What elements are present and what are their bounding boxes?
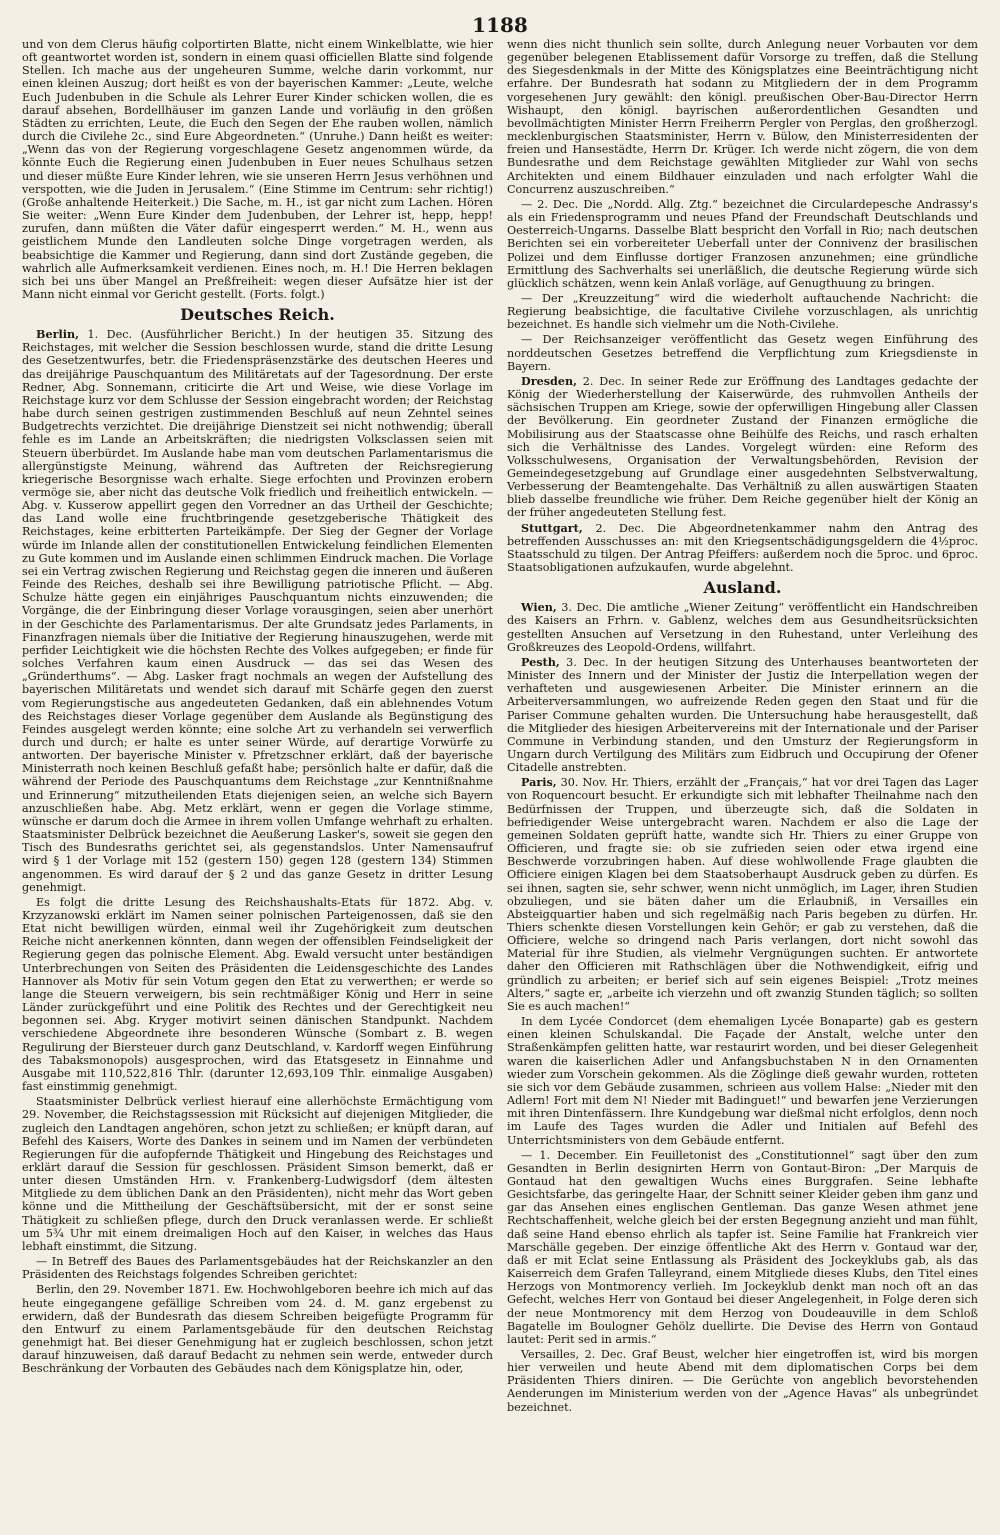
article-berlin-text: 1. Dec. (Ausführlicher Bericht.) In der heutigen 35. Sitzung des Reichstages, mit welcher die Session beschlossen wurde, stand die dritte Lesung des Gesetzentwurfes, betr. die Friedenspräsenzstärke des deutschen Heeres und das dreijährige Pauschquantum des Militäretats auf der Tagesordnung. Der erste Redner, Abg. Sonnemann, criticirte die Art und Weise, wie diese Vorlage im Reichstage kurz vor dem Schlusse der Session eingebracht worden; der Reichstag habe durch seinen gestrigen zustimmenden Beschluß auf neun Zehntel seines Budgetrechts verzichtet. Die dreijährige Dienstzeit sei nicht nothwendig; überall fehle es im Lande an Arbeitskräften; die niedrigsten Volksclassen seien mit Steuern überbürdet. Im Auslande habe man vom deutschen Parlamentarismus die allergünstigste Meinung, während das Auftreten der Reichsregierung kriegerische Besorgnisse wach erhalte. Siege erfochten und Provinzen erobern vermöge sie, aber nicht das deutsche Volk friedlich und freiheitlich entwickeln. — Abg. v. Kusserow appellirt gegen den Vorredner an das Urtheil der Geschichte; das Land wolle eine fruchtbringende gesetzgeberische Thätigkeit des Reichstages, keine erbitterten Parteikämpfe. Der Sieg der Gegner der Vorlage würde im Inlande allen der constitutionellen Entwickelung feindlichen Elementen zu Gute kommen und im Auslande einen schlimmen Eindruck machen. Die Vorlage sei ein Vertrag zwischen Regierung und Reichstag gegen die inneren und äußeren Feinde des Reiches, deshalb sei ihre Bewilligung patriotische Pflicht. — Abg. Schulze hätte gegen ein einjähriges Pauschquantum nichts einzuwenden; die Vorgänge, die der Einbringung dieser Vorlage vorausgingen, seien aber unerhört in der Geschichte des Parlamentarismus. Der alte Grundsatz jedes Parlaments, in Finanzfragen niemals über die Initiative der Regierung hinauszugehen, werde mit perfider Leichtigkeit wie die höchsten Rechte des Volkes aufgegeben; er finde für solches Verfahren kaum einen Ausdruck — das sei das Wesen des „Gründerthums“. — Abg. Lasker fragt nochmals an wegen der Aufstellung des bayerischen Militäretats und wendet sich darauf mit Schärfe gegen den zuerst vom Regierungstische aus angedeuteten Gedanken, daß ein ablehnendes Votum des Reichstages dieser Vorlage gegenüber dem Auslande als Begünstigung des Feindes ausgelegt werden könnte; eine solche Art zu verhandeln sei verwerflich durch und durch; er halte es unter seiner Würde, auf derartige Vorwürfe zu antworten. Der bayerische Minister v. Pfretzschner erklärt, daß der bayerische Ministerrath noch keinen Beschluß gefaßt habe; persönlich halte er dafür, daß die während der Periode des Pauschquantums dem Reichstage „zur Kenntnißnahme und Erinnerung“ mitzutheilenden Etats diejenigen seien, an welche sich Bayern anzuschließen habe. Abg. Metz erklärt, wenn er gegen die Vorlage stimme, wünsche er darum doch die Armee in ihrem vollen Umfange wehrhaft zu erhalten. Staatsminister Delbrück bezeichnet die Aeußerung Lasker's, soweit sie gegen den Tisch des Bundesraths gerichtet sei, als gegenstandslos. Unter Namensaufruf wird § 1 der Vorlage mit 152 (gestern 150) gegen 128 (gestern 134) Stimmen angenommen. Es wird darauf der § 2 und das ganze Gesetz in dritter Lesung genehmigt.: [22, 328, 493, 894]
dateline-berlin: Berlin,: [36, 327, 79, 342]
article-parlamentsgebaeude: — In Betreff des Baues des Parlamentsgebäudes hat der Reichskanzler an den Präsidenten des Reichstags folgendes Schreiben gerichtet:: [22, 1255, 493, 1282]
article-kreuzzeitung: — Der „Kreuzzeitung“ wird die wiederholt auftauchende Nachricht: die Regierung beabsichtige, die facultative Civilehe vorzuschlagen, als unrichtig bezeichnet. Es handle sich vielmehr um die Noth-Civilehe.: [507, 291, 978, 332]
right-column: [507, 38, 978, 1524]
article-wien-text: 3. Dec. Die amtliche „Wiener Zeitung“ veröffentlicht ein Handschreiben des Kaisers an Frhrn. v. Gablenz, welches dem aus Gesundheitsrücksichten gestellten Ansuchen auf Versetzung in den Ruhestand, unter Verleihung des Großkreuzes des Leopold-Ordens, willfahrt.: [507, 601, 978, 654]
article-continuation: und von dem Clerus häufig colportirten Blatte, nicht einem Winkelblatte, wie hier oft geantwortet worden ist, sondern in einem quasi officiellen Blatte sind folgende Stellen. Ich mache aus der ungeheuren Summe, welche darin vorkommt, nur einen kleinen Auszug; dort heißt es von der bayerischen Kammer: „Leute, welche Euch Judenbuben in die Schule als Lehrer Eurer Kinder schicken wollen, die es darauf absehen, Bordellhäuser im ganzen Lande und vorläufig in den größen Städten zu errichten, Leute, die Euch den Segen der Ehe rauben wollen, nämlich durch die Civilehe 2c., sind Eure Abgeordneten.“ (Unruhe.) Dann heißt es weiter: „Wenn das von der Regierung vorgeschlagene Gesetz angenommen würde, da könnte Euch die Regierung einen Judenbuben in Euer neues Schulhaus setzen und dieser müßte Eure Kinder lehren, wie sie unseren Herrn Jesus verhöhnen und verspotten, wie die Juden in Jerusalem.“ (Eine Stimme im Centrum: sehr richtig!) (Große anhaltende Heiterkeit.) Die Sache, m. H., ist gar nicht zum Lachen. Hören Sie weiter: „Wenn Eure Kinder dem Judenbuben, der Lehrer ist, hepp, hepp! zurufen, dann müßten die Väter dafür eingesperrt werden.“ M. H., wenn aus geistlichem Munde den Landleuten solche Dinge vorgetragen werden, als beabsichtige die Kammer und Regierung, dann sind dort Zustände gegeben, die wahrlich alle Aufmerksamkeit verdienen. Eines noch, m. H.! Die Herren beklagen sich bei uns über Mangel an Preßfreiheit: wegen dieser Aufsätze hier ist der Mann nicht einmal vor Gericht gestellt. (Forts. folgt.): [22, 38, 493, 301]
article-session-closing: Staatsminister Delbrück verliest hierauf eine allerhöchste Ermächtigung vom 29. November, die Reichstagssession mit Rücksicht auf diejenigen Mitglieder, die zugleich den Landtagen angehören, schon jetzt zu schließen; er knüpft daran, auf Befehl des Kaisers, Worte des Dankes in seinem und im Namen der verbündeten Regierungen für die aufopfernde Thätigkeit und Hingebung des Reichstages und erklärt darauf die Session für geschlossen. Präsident Simson bemerkt, daß er unter diesen Umständen Hrn. v. Frankenberg-Ludwigsdorf (dem ältesten Mitgliede zu dem üblichen Dank an den Präsidenten), nicht mehr das Wort geben könne und die Mittheilung der Geschäftsübersicht, mit der er sonst seine Thätigkeit zu schließen pflege, durch den Druck veranlassen werde. Er schließt um 5¾ Uhr mit einem dreimaligen Hoch auf den Kaiser, in welches das Haus lebhaft einstimmt, die Sitzung.: [22, 1095, 493, 1253]
article-reichshaushalt: Es folgt die dritte Lesung des Reichshaushalts-Etats für 1872. Abg. v. Krzyzanowski erklärt im Namen seiner polnischen Parteigenossen, daß sie den Etat nicht bewilligen würden, einmal weil ihr Zugehörigkeit zum deutschen Reiche nicht anerkennen könnten, dann wegen der offensiblen Feindseligkeit der Regierung gegen das polnische Element. Abg. Ewald versucht unter beständigen Unterbrechungen von Seiten des Präsidenten die Leidensgeschichte des Landes Hannover als Motiv für sein Votum gegen den Etat zu verwerthen; er werde so lange die Steuern verweigern, bis sein rechtmäßiger König und Herr in seine Länder zurückgeführt und eine Politik des Rechtes und der Gerechtigkeit neu begonnen sei. Abg. Kryger motivirt seinen dänischen Standpunkt. Nachdem verschiedene Abgeordnete ihre besonderen Wünsche (Sombart z. B. wegen Regulirung der Biersteuer durch ganz Deutschland, v. Kardorff wegen Einführung des Tabaksmonopols) ausgesprochen, wird das Etatsgesetz in Einnahme und Ausgabe mit 110,522,816 Thlr. (darunter 12,693,109 Thlr. einmalige Ausgaben) fast einstimmig genehmigt.: [22, 895, 493, 1094]
article-reichsanzeiger: — Der Reichsanzeiger veröffentlicht das Gesetz wegen Einführung des norddeutschen Gesetzes betreffend die Verpflichtung zum Kriegsdienste in Bayern.: [507, 333, 978, 373]
article-versailles: Versailles, 2. Dec. Graf Beust, welcher hier eingetroffen ist, wird bis morgen hier verweilen und heute Abend mit dem diplomatischen Corps bei dem Präsidenten Thiers diniren. — Die Gerüchte von angeblich bevorstehenden Aenderungen im Ministerium werden von der „Agence Havas“ als unbegründet bezeichnet.: [507, 1348, 978, 1414]
article-letter-continuation: wenn dies nicht thunlich sein sollte, durch Anlegung neuer Vorbauten vor dem gegenüber belegenen Etablissement dafür Vorsorge zu treffen, daß die Stellung des Siegesdenkmals in der Mitte des Königsplatzes eine Beeinträchtigung nicht erfahre. Der Bundesrath hat sodann zu Mitgliedern der in dem Programm vorgesehenen Jury gewählt: den königl. preußischen Ober-Bau-Director Herrn Wishaupt, den königl. bayrischen außerordentlichen Gesandten und bevollmächtigten Minister Herrn Freiherrn Pergler von Perglas, den großherzogl. mecklenburgischen Staatsminister, Herrn v. Bülow, den Ministerresidenten der freien und Hansestädte, Herrn Dr. Krüger. Ich werde nicht zögern, die von dem Bundesrathe und dem Reichstage gewählten Mitglieder zur Wahl von sechs Architekten und einem Bildhauer einzuladen und nach erfolgter Wahl die Concurrenz auszuschreiben.“: [507, 38, 978, 196]
article-stuttgart-text: 2. Dec. Die Abgeordnetenkammer nahm den Antrag des betreffenden Ausschusses an: mit den Kriegsentschädigungsgeldern die 4½proc. Staatsschuld zu tilgen. Der Antrag Pfeiffers: außerdem noch die 5proc. und 6proc. Staatsobligationen aufzukaufen, wurde abgelehnt.: [507, 521, 978, 575]
article-constitutionnel: — 1. December. Ein Feuilletonist des „Constitutionnel“ sagt über den zum Gesandten in Berlin designirten Herrn von Gontaut-Biron: „Der Marquis de Gontaud hat den gewaltigen Wuchs eines Burggrafen. Seine lebhafte Gesichtsfarbe, das geringelte Haar, der Schnitt seiner Kleider geben ihm ganz und gar das Ansehen eines englischen Gentleman. Das ganze Wesen athmet jene Rechtschaffenheit, welche gleich bei der ersten Begegnung anzieht und man fühlt, daß seine Hand ebenso ehrlich als tapfer ist. Seine Familie hat Frankreich vier Marschälle gegeben. Der einzige öffentliche Akt des Herrn v. Gontaud war der, daß er mit Eclat seine Entlassung als Präsident des Jockeyklubs gab, als das Kaiserreich dem Grafen Talleyrand, einem Mitgliede dieses Klubs, den Titel eines Herzogs von Montmorency verlieh. Im Jockeyklub denkt man noch oft an das Gefecht, welches Herr von Gontaud bei dieser Angelegenheit, in Folge deren sich der neue Montmorency mit dem Herzog von Doudeauville in dem Schloß Bagatelle im Boulogner Gehölz duellirte. Die Devise des Herrn von Gontaud lautet: Perit sed in armis.“: [507, 1148, 978, 1346]
article-dresden-text: 2. Dec. In seiner Rede zur Eröffnung des Landtages gedachte der König der Wiederherstellung der Kaiserwürde, des ruhmvollen Antheils der sächsischen Truppen am Kriege, sowie der opferwilligen Hingebung aller Classen der Bevölkerung. Ein geordneter Zustand der Finanzen ermögliche die Mobilisirung aus der Staatscasse ohne Beihülfe des Reichs, und rasch erhalten sich die Verhältnisse des Landes. Vorgelegt würden: eine Reform des Volksschulwesens, Organisation der Verwaltungsbehörden, Revision der Gemeindegesetzgebung auf Grundlage einer ausgedehnten Selbstverwaltung, Verbesserung der Beamtengehalte. Das Verhältniß zu allen auswärtigen Staaten blieb dasselbe freundliche wie früher. Dem Reiche gegenüber hielt der König an der früher angedeuteten Stellung fest.: [507, 374, 978, 520]
dateline-stuttgart: Stuttgart,: [521, 520, 583, 535]
dateline-pesth: Pesth,: [521, 654, 560, 669]
article-nordd-allg: — 2. Dec. Die „Nordd. Allg. Ztg.“ bezeichnet die Circulardepesche Andrassy's als ein Friedensprogramm und neues Pfand der Freundschaft Deutschlands und Oesterreich-Ungarns. Dasselbe Blatt bespricht den Vorfall in Rio; nach deutschen Berichten sei ein vorbereiteter Ueberfall unter der Connivenz der brasilischen Polizei und dem Einflusse dortiger Franzosen anzunehmen; eine gründliche Ermittlung des Sachverhalts sei unerläßlich, die deutsche Regierung würde sich glücklich schätzen, wenn kein Anlaß vorläge, auf Genugthuung zu bringen.: [507, 197, 978, 290]
section-heading-deutsches-reich: Deutsches Reich.: [180, 305, 335, 325]
page-number: 1188: [472, 13, 528, 37]
article-paris-text: 30. Nov. Hr. Thiers, erzählt der „Français,“ hat vor drei Tagen das Lager von Roquencourt besucht. Er erkundigte sich mit lebhafter Theilnahme nach den Bedürfnissen der Truppen, und überzeugte sich, daß die Soldaten in befriedigender Weise untergebracht waren. Nachdem er also die Lage der gemeinen Soldaten geprüft hatte, wandte sich Hr. Thiers zu einer Gruppe von Officieren, und fragte sie: ob sie zufrieden seien oder etwa irgend eine Beschwerde vorzubringen haben. Auf diese wohlwollende Frage glaubten die Officiere einigen Klagen bei dem Staatsoberhaupt Ausdruck geben zu dürfen. Es sei ihnen, sagten sie, sehr schwer, wenn nicht unmöglich, im Lager, ihren Studien obzuliegen, und sie bäten daher um die Erlaubniß, in Versailles ein Absteigquartier haben und sich regelmäßig nach Paris begeben zu dürfen. Hr. Thiers schenkte diesen Vorstellungen kein Gehör; er gab zu verstehen, daß die Officiere, welche so dringend nach Paris verlangen, dort nicht sowohl das Material für ihre Studien, als vielmehr Vergnügungen suchten. Er antwortete daher den Officieren mit Rathschlägen über die Nothwendigkeit, eifrig und gründlich zu arbeiten; er berief sich auf sein eigenes Beispiel: „Trotz meines Alters,“ sagte er, „arbeite ich vierzehn und oft zwanzig Stunden täglich; so sollten Sie es auch machen!“: [507, 776, 978, 1013]
article-pesth-text: 3. Dec. In der heutigen Sitzung des Unterhauses beantworteten der Minister des Innern und der Minister der Justiz die Interpellation wegen der verhafteten und ausgewiesenen Arbeiter. Die Minister erinnern an die Arbeiterversammlungen, wo aufreizende Reden gegen den Staat und für die Pariser Commune gehalten wurden. Die Untersuchung habe herausgestellt, daß die Mitglieder des hiesigen Arbeitervereins mit der Internationale und der Pariser Commune in Verbindung standen, und den Umsturz der Regierungsform in Ungarn durch Vertilgung des Militärs zum Eidbruch und Occupirung der Ofener Citadelle anstrebten.: [507, 655, 978, 775]
left-column: [22, 38, 493, 1524]
article-wien: [507, 601, 978, 654]
article-stuttgart: [507, 522, 978, 575]
dateline-wien: Wien,: [521, 600, 557, 615]
columns: [22, 38, 978, 1524]
dateline-paris: Paris,: [521, 775, 557, 790]
article-letter: Berlin, den 29. November 1871. Ew. Hochwohlgeboren beehre ich mich auf das heute eingegangene gefällige Schreiben vom 24. d. M. ganz ergebenst zu erwidern, daß der Bundesrath das diesem Schreiben beigefügte Programm für den Entwurf zu einem Parlamentsgebäude für den deutschen Reichstag genehmigt hat. Bei dieser Genehmigung hat er zugleich beschlossen, schon jetzt darauf hinzuweisen, daß darauf Bedacht zu nehmen sein werde, entweder durch Beschränkung der Vorbauten des Gebäudes nach dem Königsplatze hin, oder,: [22, 1283, 493, 1376]
article-paris: [507, 776, 978, 1013]
section-heading-ausland: Ausland.: [703, 578, 782, 598]
article-lycee: In dem Lycée Condorcet (dem ehemaligen Lycée Bonaparte) gab es gestern einen kleinen Schulskandal. Die Façade der Anstalt, welche unter den Straßenkämpfen gelitten hatte, war restaurirt worden, und bei dieser Gelegenheit waren die kaiserlichen Adler und Anfangsbuchstaben N in den Ornamenten wieder zum Vorschein gekommen. Als die Zöglinge dieß gewahr wurden, rotteten sie sich vor dem Gebäude zusammen, schrieen aus vollem Halse: „Nieder mit den Adlern! Fort mit dem N! Nieder mit Badinguet!“ und bewarfen jene Verzierungen mit ihren Dintenfässern. Ihre Kundgebung war dießmal nicht erfolglos, denn noch im Laufe des Tages wurden die Adler und Initialen auf Befehl des Unterrichtsministers von dem Gebäude entfernt.: [507, 1015, 978, 1147]
dateline-dresden: Dresden,: [521, 373, 577, 388]
article-pesth: [507, 656, 978, 774]
article-dresden: [507, 375, 978, 520]
article-berlin: [22, 328, 493, 894]
